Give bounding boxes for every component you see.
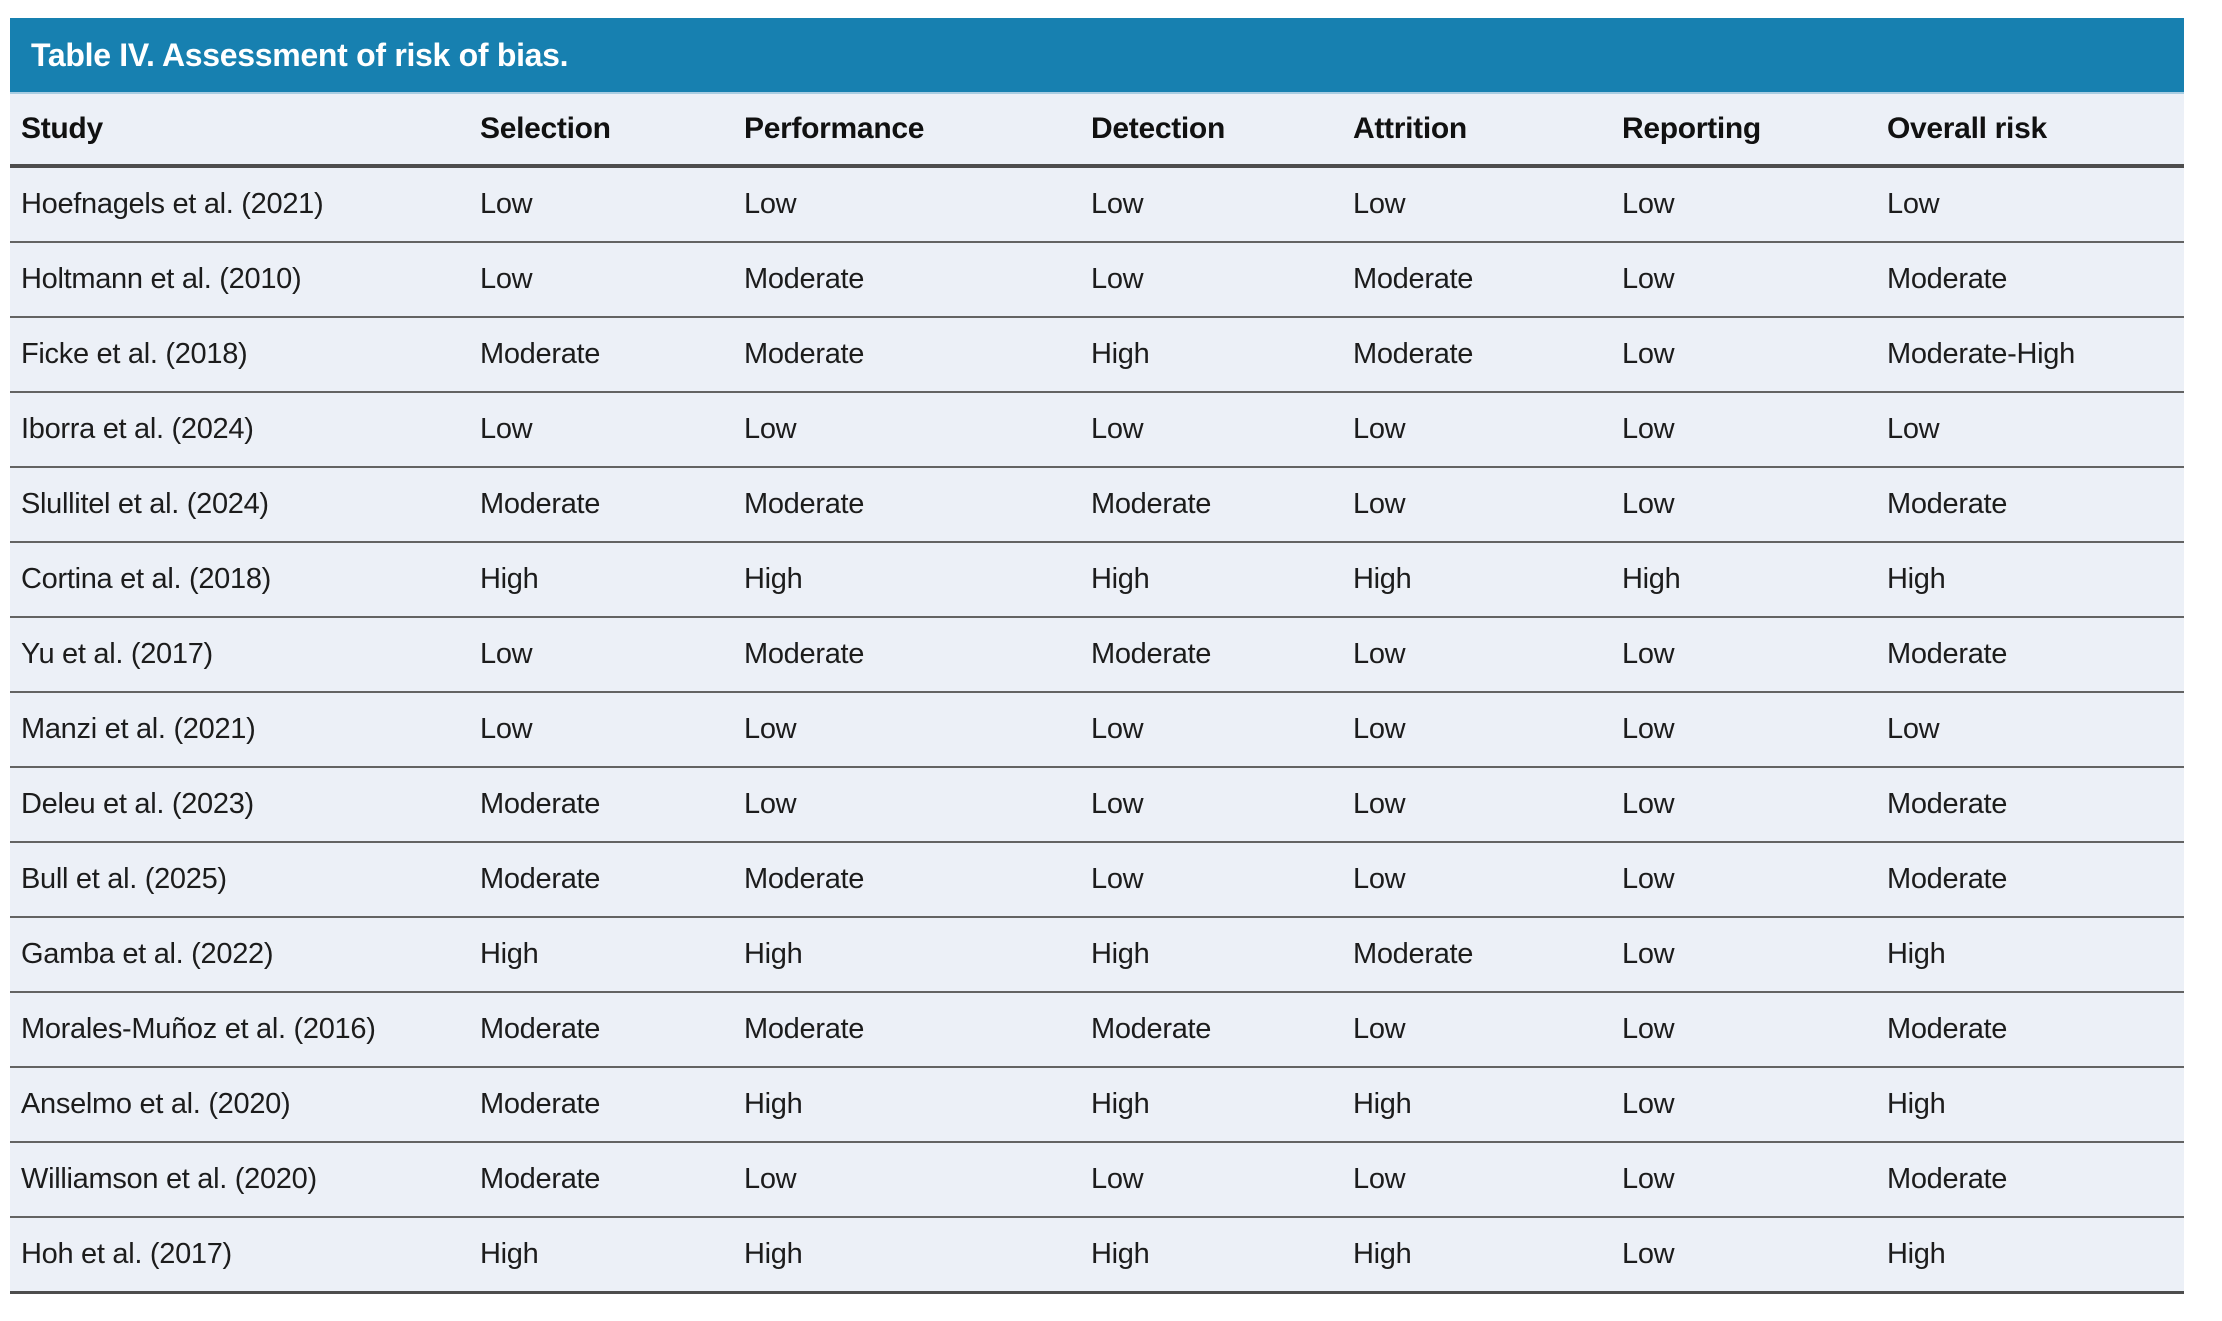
table-row <box>10 467 2184 542</box>
table-row <box>10 392 2184 467</box>
risk-cell: High <box>733 542 1080 617</box>
risk-cell: Moderate <box>733 617 1080 692</box>
study-cell: Morales-Muñoz et al. (2016) <box>10 992 469 1067</box>
risk-cell: Low <box>1342 842 1611 917</box>
table-row <box>10 992 2184 1067</box>
table-header <box>10 94 2184 166</box>
study-cell: Slullitel et al. (2024) <box>10 467 469 542</box>
risk-cell: High <box>1876 542 2184 617</box>
risk-cell: Low <box>1080 842 1342 917</box>
risk-cell: Moderate <box>469 1142 733 1217</box>
risk-cell: Low <box>1876 692 2184 767</box>
study-cell: Gamba et al. (2022) <box>10 917 469 992</box>
study-cell: Hoh et al. (2017) <box>10 1217 469 1293</box>
column-header-overall-risk: Overall risk <box>1876 94 2184 166</box>
risk-cell: Moderate <box>1080 467 1342 542</box>
table-row <box>10 1067 2184 1142</box>
risk-cell: Low <box>1611 617 1876 692</box>
risk-cell: Moderate <box>1080 992 1342 1067</box>
risk-cell: Moderate <box>1876 617 2184 692</box>
risk-cell: Low <box>733 392 1080 467</box>
risk-cell: Low <box>1342 767 1611 842</box>
risk-cell: High <box>1611 542 1876 617</box>
risk-cell: Low <box>733 692 1080 767</box>
risk-cell: High <box>733 1217 1080 1293</box>
risk-cell: Low <box>1611 1217 1876 1293</box>
risk-cell: Low <box>1342 617 1611 692</box>
risk-cell: Low <box>1611 992 1876 1067</box>
study-cell: Williamson et al. (2020) <box>10 1142 469 1217</box>
table-row <box>10 1217 2184 1293</box>
risk-cell: Moderate <box>1876 767 2184 842</box>
risk-cell: Low <box>469 242 733 317</box>
risk-cell: Moderate <box>1342 317 1611 392</box>
risk-cell: Low <box>469 166 733 242</box>
risk-cell: High <box>1876 1067 2184 1142</box>
risk-cell: High <box>1080 317 1342 392</box>
risk-cell: High <box>469 917 733 992</box>
risk-of-bias-table <box>10 94 2184 1294</box>
risk-cell: Low <box>1342 992 1611 1067</box>
risk-cell: Moderate <box>1876 242 2184 317</box>
table-body <box>10 166 2184 1293</box>
study-cell: Iborra et al. (2024) <box>10 392 469 467</box>
risk-cell: Low <box>1611 842 1876 917</box>
risk-cell: Low <box>733 1142 1080 1217</box>
risk-cell: High <box>1080 1067 1342 1142</box>
column-header-reporting: Reporting <box>1611 94 1876 166</box>
risk-cell: Low <box>1876 392 2184 467</box>
risk-cell: High <box>469 1217 733 1293</box>
table-header-row <box>10 94 2184 166</box>
risk-cell: Low <box>1611 467 1876 542</box>
study-cell: Holtmann et al. (2010) <box>10 242 469 317</box>
study-cell: Hoefnagels et al. (2021) <box>10 166 469 242</box>
risk-cell: Moderate <box>733 992 1080 1067</box>
risk-cell: Low <box>1876 166 2184 242</box>
risk-cell: Low <box>1080 767 1342 842</box>
risk-cell: Moderate <box>469 1067 733 1142</box>
risk-cell: Low <box>1611 392 1876 467</box>
risk-cell: Low <box>1611 767 1876 842</box>
risk-cell: Moderate <box>1876 842 2184 917</box>
risk-cell: Moderate <box>1342 242 1611 317</box>
risk-cell: Moderate <box>469 467 733 542</box>
table-row <box>10 1142 2184 1217</box>
table-row <box>10 917 2184 992</box>
risk-cell: Moderate <box>1876 467 2184 542</box>
risk-cell: Low <box>1611 917 1876 992</box>
risk-cell: Moderate <box>1342 917 1611 992</box>
column-header-attrition: Attrition <box>1342 94 1611 166</box>
risk-cell: High <box>733 1067 1080 1142</box>
risk-cell: Moderate <box>1876 992 2184 1067</box>
table-row <box>10 767 2184 842</box>
risk-cell: Moderate <box>733 242 1080 317</box>
risk-cell: Low <box>1342 467 1611 542</box>
risk-cell: High <box>733 917 1080 992</box>
risk-cell: High <box>1080 917 1342 992</box>
table-title: Table IV. Assessment of risk of bias. <box>31 36 569 73</box>
risk-cell: Low <box>733 767 1080 842</box>
risk-cell: Low <box>1080 392 1342 467</box>
column-header-selection: Selection <box>469 94 733 166</box>
risk-cell: Low <box>1342 692 1611 767</box>
risk-cell: Low <box>469 392 733 467</box>
study-cell: Ficke et al. (2018) <box>10 317 469 392</box>
table-row <box>10 692 2184 767</box>
study-cell: Yu et al. (2017) <box>10 617 469 692</box>
risk-cell: High <box>1080 542 1342 617</box>
risk-cell: Low <box>1611 692 1876 767</box>
risk-cell: High <box>1342 542 1611 617</box>
risk-cell: Low <box>1080 166 1342 242</box>
risk-cell: Low <box>1342 1142 1611 1217</box>
table-row <box>10 542 2184 617</box>
risk-cell: Low <box>1611 166 1876 242</box>
risk-cell: Low <box>1611 317 1876 392</box>
risk-cell: Low <box>469 692 733 767</box>
risk-cell: Moderate-High <box>1876 317 2184 392</box>
risk-cell: Low <box>1080 692 1342 767</box>
table-row <box>10 166 2184 242</box>
study-cell: Deleu et al. (2023) <box>10 767 469 842</box>
risk-cell: Low <box>1611 242 1876 317</box>
risk-cell: Moderate <box>733 842 1080 917</box>
risk-cell: Moderate <box>469 992 733 1067</box>
risk-cell: High <box>469 542 733 617</box>
risk-cell: Moderate <box>733 317 1080 392</box>
risk-cell: Low <box>1342 392 1611 467</box>
risk-cell: Moderate <box>469 767 733 842</box>
risk-cell: Moderate <box>1080 617 1342 692</box>
risk-cell: Moderate <box>1876 1142 2184 1217</box>
table-title-bar <box>10 18 2184 94</box>
risk-cell: High <box>1342 1067 1611 1142</box>
risk-of-bias-table-card <box>10 18 2184 1294</box>
risk-cell: Low <box>469 617 733 692</box>
risk-cell: High <box>1876 917 2184 992</box>
column-header-performance: Performance <box>733 94 1080 166</box>
column-header-detection: Detection <box>1080 94 1342 166</box>
study-cell: Anselmo et al. (2020) <box>10 1067 469 1142</box>
risk-cell: High <box>1876 1217 2184 1293</box>
risk-cell: Moderate <box>469 317 733 392</box>
study-cell: Cortina et al. (2018) <box>10 542 469 617</box>
risk-cell: Low <box>733 166 1080 242</box>
risk-cell: Low <box>1611 1142 1876 1217</box>
risk-cell: Moderate <box>733 467 1080 542</box>
study-cell: Bull et al. (2025) <box>10 842 469 917</box>
risk-cell: Moderate <box>469 842 733 917</box>
risk-cell: Low <box>1080 1142 1342 1217</box>
table-row <box>10 617 2184 692</box>
risk-cell: High <box>1342 1217 1611 1293</box>
study-cell: Manzi et al. (2021) <box>10 692 469 767</box>
table-row <box>10 242 2184 317</box>
risk-cell: High <box>1080 1217 1342 1293</box>
risk-cell: Low <box>1611 1067 1876 1142</box>
table-row <box>10 842 2184 917</box>
table-row <box>10 317 2184 392</box>
risk-cell: Low <box>1080 242 1342 317</box>
risk-cell: Low <box>1342 166 1611 242</box>
column-header-study: Study <box>10 94 469 166</box>
